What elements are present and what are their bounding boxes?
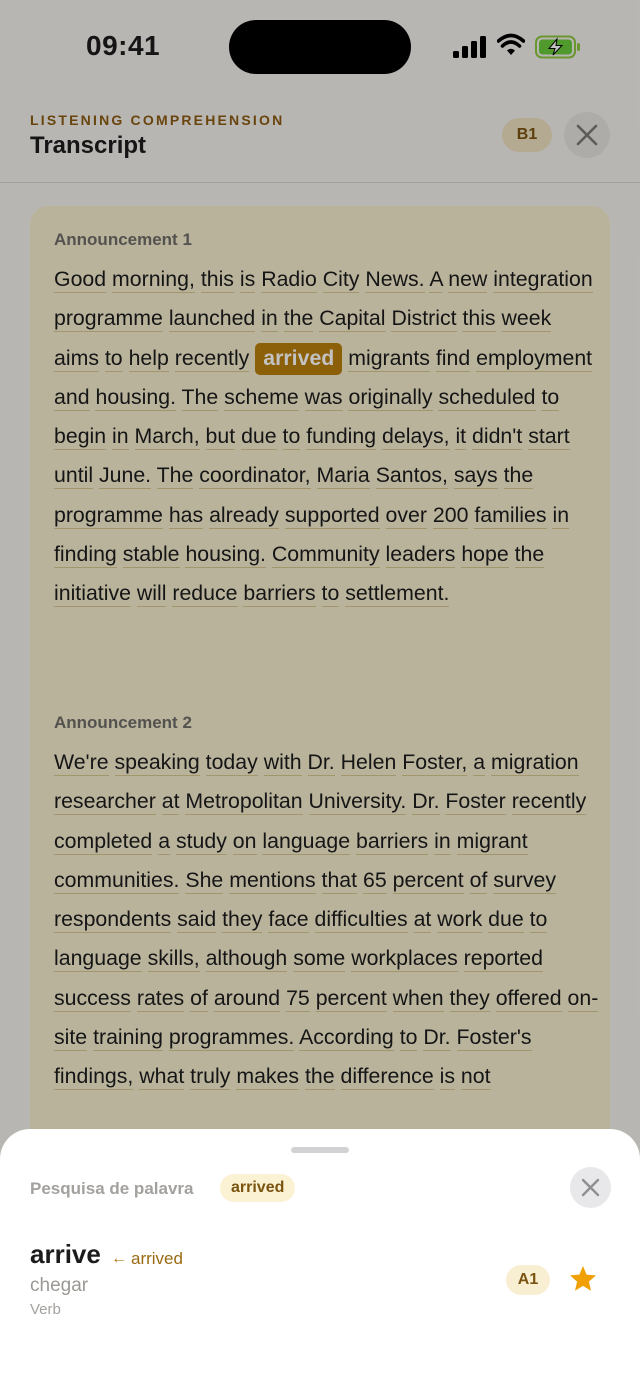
inflected-form: arrived bbox=[131, 1249, 183, 1268]
transcript-word[interactable]: to bbox=[541, 384, 560, 409]
transcript-word[interactable]: Foster bbox=[445, 789, 506, 814]
transcript-word[interactable]: March, bbox=[134, 424, 200, 449]
transcript-word[interactable]: not bbox=[460, 1064, 491, 1089]
transcript-word[interactable]: launched bbox=[168, 306, 256, 331]
word-lookup-sheet bbox=[0, 1129, 640, 1391]
transcript-word[interactable]: Dr. bbox=[423, 1025, 451, 1050]
transcript-word[interactable]: Good bbox=[54, 267, 107, 291]
part-of-speech: Verb bbox=[30, 1301, 61, 1318]
transcript-word[interactable]: has bbox=[168, 502, 204, 527]
transcript-word[interactable]: City bbox=[322, 267, 360, 291]
transcript-word[interactable]: programme bbox=[54, 306, 163, 331]
transcript-word[interactable]: The bbox=[181, 384, 219, 409]
transcript-word[interactable]: to bbox=[529, 907, 548, 932]
transcript-word[interactable]: scheduled bbox=[438, 384, 536, 409]
transcript-word[interactable]: recently bbox=[511, 789, 587, 814]
transcript-word[interactable]: researcher bbox=[54, 789, 156, 814]
transcript-word[interactable]: respondents bbox=[54, 907, 172, 932]
transcript-word[interactable]: a bbox=[158, 828, 171, 853]
close-icon bbox=[570, 1167, 611, 1208]
transcript-word[interactable]: week bbox=[501, 306, 552, 331]
transcript-word[interactable]: morning, bbox=[112, 267, 195, 291]
translation: chegar bbox=[30, 1275, 89, 1296]
transcript-word[interactable]: settlement. bbox=[345, 581, 450, 606]
transcript-word[interactable]: District bbox=[391, 306, 457, 331]
transcript-word[interactable]: Dr. bbox=[412, 789, 440, 814]
transcript-word[interactable]: initiative bbox=[54, 581, 131, 606]
transcript-word[interactable]: The bbox=[156, 463, 194, 488]
transcript-word[interactable]: in bbox=[112, 424, 129, 449]
transcript-word[interactable]: and bbox=[54, 384, 90, 409]
page-title: Transcript bbox=[30, 132, 147, 159]
transcript-word[interactable]: workplaces bbox=[351, 946, 458, 971]
transcript-word[interactable]: findings, bbox=[54, 1064, 134, 1089]
transcript-word[interactable]: completed bbox=[54, 828, 153, 853]
transcript-word[interactable]: We're bbox=[54, 750, 109, 774]
transcript-word[interactable]: finding bbox=[54, 542, 117, 567]
transcript-word[interactable]: until bbox=[54, 463, 94, 488]
transcript-word[interactable]: scheme bbox=[224, 384, 299, 409]
transcript-word[interactable]: reported bbox=[463, 946, 543, 971]
transcript-word[interactable]: 65 bbox=[363, 867, 387, 892]
transcript-word[interactable]: was bbox=[304, 384, 343, 409]
transcript-word[interactable]: this bbox=[200, 267, 234, 291]
transcript-word[interactable]: language bbox=[262, 828, 351, 853]
transcript-word[interactable]: hope bbox=[461, 542, 509, 567]
transcript-word[interactable]: Capital bbox=[319, 306, 386, 331]
transcript-word[interactable]: over bbox=[385, 502, 427, 527]
transcript-word[interactable]: Metropolitan bbox=[185, 789, 303, 814]
transcript-word[interactable]: of bbox=[469, 867, 488, 892]
transcript-word[interactable]: at bbox=[413, 907, 432, 932]
transcript-word[interactable]: delays, bbox=[382, 424, 450, 449]
transcript-word[interactable]: employment bbox=[476, 345, 593, 370]
transcript-word[interactable]: migrant bbox=[456, 828, 528, 853]
section-kicker: LISTENING COMPREHENSION bbox=[30, 112, 285, 128]
transcript-word[interactable]: Dr. bbox=[307, 750, 335, 774]
transcript-word[interactable]: She bbox=[185, 867, 224, 892]
transcript-word[interactable]: percent bbox=[392, 867, 464, 892]
sheet-grabber[interactable] bbox=[291, 1147, 349, 1153]
transcript-word[interactable]: training bbox=[93, 1025, 163, 1050]
transcript-word[interactable]: June. bbox=[99, 463, 152, 488]
transcript-word[interactable]: reduce bbox=[172, 581, 238, 606]
status-time: 09:41 bbox=[86, 30, 161, 61]
transcript-word[interactable]: they bbox=[449, 985, 490, 1010]
transcript-word[interactable]: to bbox=[282, 424, 301, 449]
highlighted-word[interactable]: arrived bbox=[255, 343, 342, 375]
transcript-word[interactable]: barriers bbox=[243, 581, 316, 606]
word-level-badge: A1 bbox=[506, 1265, 550, 1295]
transcript-word[interactable]: when bbox=[392, 985, 444, 1010]
transcript-word[interactable]: what bbox=[139, 1064, 185, 1089]
transcript-word[interactable]: of bbox=[190, 985, 208, 1010]
transcript-word[interactable]: integration bbox=[493, 267, 593, 291]
transcript-word[interactable]: but bbox=[205, 424, 236, 449]
star-icon[interactable] bbox=[568, 1264, 598, 1294]
transcript-word[interactable]: families bbox=[474, 502, 547, 527]
transcript-word[interactable]: communities. bbox=[54, 867, 180, 892]
transcript-word[interactable]: According bbox=[299, 1025, 394, 1050]
transcript-word[interactable]: didn't bbox=[472, 424, 523, 449]
transcript-word[interactable]: skills, bbox=[147, 946, 200, 971]
transcript-word[interactable]: A bbox=[429, 267, 443, 291]
transcript-word[interactable]: barriers bbox=[356, 828, 429, 853]
transcript-word[interactable]: although bbox=[205, 946, 288, 971]
transcript-word[interactable]: supported bbox=[284, 502, 380, 527]
transcript-word[interactable]: stable bbox=[122, 542, 180, 567]
transcript-word[interactable]: work bbox=[437, 907, 483, 932]
transcript-word[interactable]: in bbox=[434, 828, 451, 853]
transcript-word[interactable]: at bbox=[161, 789, 180, 814]
transcript-word[interactable]: that bbox=[321, 867, 358, 892]
transcript-word[interactable]: difficulties bbox=[314, 907, 408, 932]
transcript-word[interactable]: says bbox=[453, 463, 498, 488]
transcript-word[interactable]: success bbox=[54, 985, 131, 1010]
transcript-word[interactable]: is bbox=[439, 1064, 455, 1089]
transcript-word[interactable]: on bbox=[232, 828, 257, 853]
transcript-word[interactable]: language bbox=[54, 946, 142, 971]
transcript-word[interactable]: will bbox=[136, 581, 167, 606]
transcript-word[interactable]: programme bbox=[54, 502, 163, 527]
transcript-word[interactable]: Community bbox=[271, 542, 380, 567]
section-label: Announcement 1 bbox=[54, 230, 192, 249]
transcript-word[interactable]: with bbox=[263, 750, 302, 774]
transcript-word[interactable]: survey bbox=[493, 867, 557, 892]
transcript-word[interactable]: is bbox=[239, 267, 256, 291]
transcript-word[interactable]: rates bbox=[136, 985, 185, 1010]
transcript-word[interactable]: today bbox=[205, 750, 258, 774]
transcript-word[interactable]: 200 bbox=[432, 502, 469, 527]
transcript-word[interactable]: offered bbox=[495, 985, 562, 1010]
transcript-word[interactable]: recently bbox=[174, 345, 250, 370]
transcript-word[interactable]: Santos, bbox=[375, 463, 448, 488]
transcript-word[interactable]: help bbox=[128, 345, 169, 370]
transcript-word[interactable]: difference bbox=[340, 1064, 434, 1089]
transcript-word[interactable]: Foster's bbox=[456, 1025, 532, 1050]
transcript-word[interactable]: face bbox=[268, 907, 309, 932]
query-chip: arrived bbox=[220, 1174, 295, 1202]
sheet-close-button[interactable] bbox=[570, 1167, 611, 1208]
transcript-word[interactable]: migration bbox=[491, 750, 579, 774]
transcript-word[interactable]: the bbox=[503, 463, 534, 488]
transcript-word[interactable]: the bbox=[283, 306, 314, 331]
transcript-word[interactable]: the bbox=[514, 542, 545, 567]
transcript-word[interactable]: speaking bbox=[114, 750, 200, 774]
transcript-word[interactable]: aims bbox=[54, 345, 99, 370]
arrow-left-icon: ← bbox=[111, 1250, 127, 1267]
transcript-word[interactable]: leaders bbox=[385, 542, 456, 567]
transcript-word[interactable]: this bbox=[462, 306, 496, 331]
transcript-word[interactable]: begin bbox=[54, 424, 107, 449]
transcript-word[interactable]: mentions bbox=[229, 867, 316, 892]
transcript-word[interactable]: the bbox=[304, 1064, 335, 1089]
transcript-word[interactable]: News. bbox=[365, 267, 425, 291]
transcript-word[interactable]: some bbox=[293, 946, 346, 971]
transcript-word[interactable]: in bbox=[552, 502, 570, 527]
transcript-word[interactable]: housing. bbox=[185, 542, 266, 567]
transcript-word[interactable]: around bbox=[213, 985, 281, 1010]
transcript-word[interactable]: Helen bbox=[340, 750, 397, 774]
transcript-word[interactable]: 75 bbox=[286, 985, 310, 1010]
transcript-word[interactable]: to bbox=[104, 345, 123, 370]
transcript-word[interactable]: due bbox=[241, 424, 277, 449]
transcript-word[interactable]: programmes. bbox=[168, 1025, 295, 1050]
transcript-word[interactable]: Foster, bbox=[402, 750, 468, 774]
transcript-word[interactable]: a bbox=[473, 750, 486, 774]
transcript-word[interactable]: new bbox=[448, 267, 488, 291]
transcript-word[interactable]: start bbox=[528, 424, 570, 449]
transcript-word[interactable]: originally bbox=[348, 384, 433, 409]
transcript-word[interactable]: funding bbox=[306, 424, 377, 449]
transcript-word[interactable]: truly bbox=[190, 1064, 231, 1089]
level-badge: B1 bbox=[502, 118, 552, 152]
transcript-word[interactable]: on-site bbox=[54, 985, 599, 1050]
transcript-word[interactable]: it bbox=[455, 424, 467, 449]
transcript-word[interactable]: study bbox=[175, 828, 227, 853]
transcript-word[interactable]: in bbox=[261, 306, 278, 331]
transcript-word[interactable]: find bbox=[435, 345, 471, 370]
transcript-word[interactable]: University. bbox=[308, 789, 407, 814]
transcript-word[interactable]: due bbox=[488, 907, 524, 932]
transcript-word[interactable]: makes bbox=[236, 1064, 300, 1089]
sheet-label: Pesquisa de palavra bbox=[30, 1179, 194, 1198]
transcript-word[interactable]: to bbox=[399, 1025, 418, 1050]
transcript-word[interactable]: percent bbox=[315, 985, 387, 1010]
transcript-word[interactable]: Maria bbox=[316, 463, 370, 488]
lemma: arrive bbox=[30, 1239, 101, 1269]
transcript-word[interactable]: already bbox=[209, 502, 279, 527]
transcript-word[interactable]: coordinator, bbox=[199, 463, 311, 488]
section-label: Announcement 2 bbox=[54, 713, 192, 732]
transcript-word[interactable]: migrants bbox=[348, 345, 430, 370]
transcript-word[interactable]: Radio bbox=[261, 267, 317, 291]
transcript-word[interactable]: said bbox=[177, 907, 217, 932]
transcript-word[interactable]: to bbox=[321, 581, 340, 606]
transcript-word[interactable]: they bbox=[222, 907, 263, 932]
transcript-word[interactable]: housing. bbox=[95, 384, 176, 409]
